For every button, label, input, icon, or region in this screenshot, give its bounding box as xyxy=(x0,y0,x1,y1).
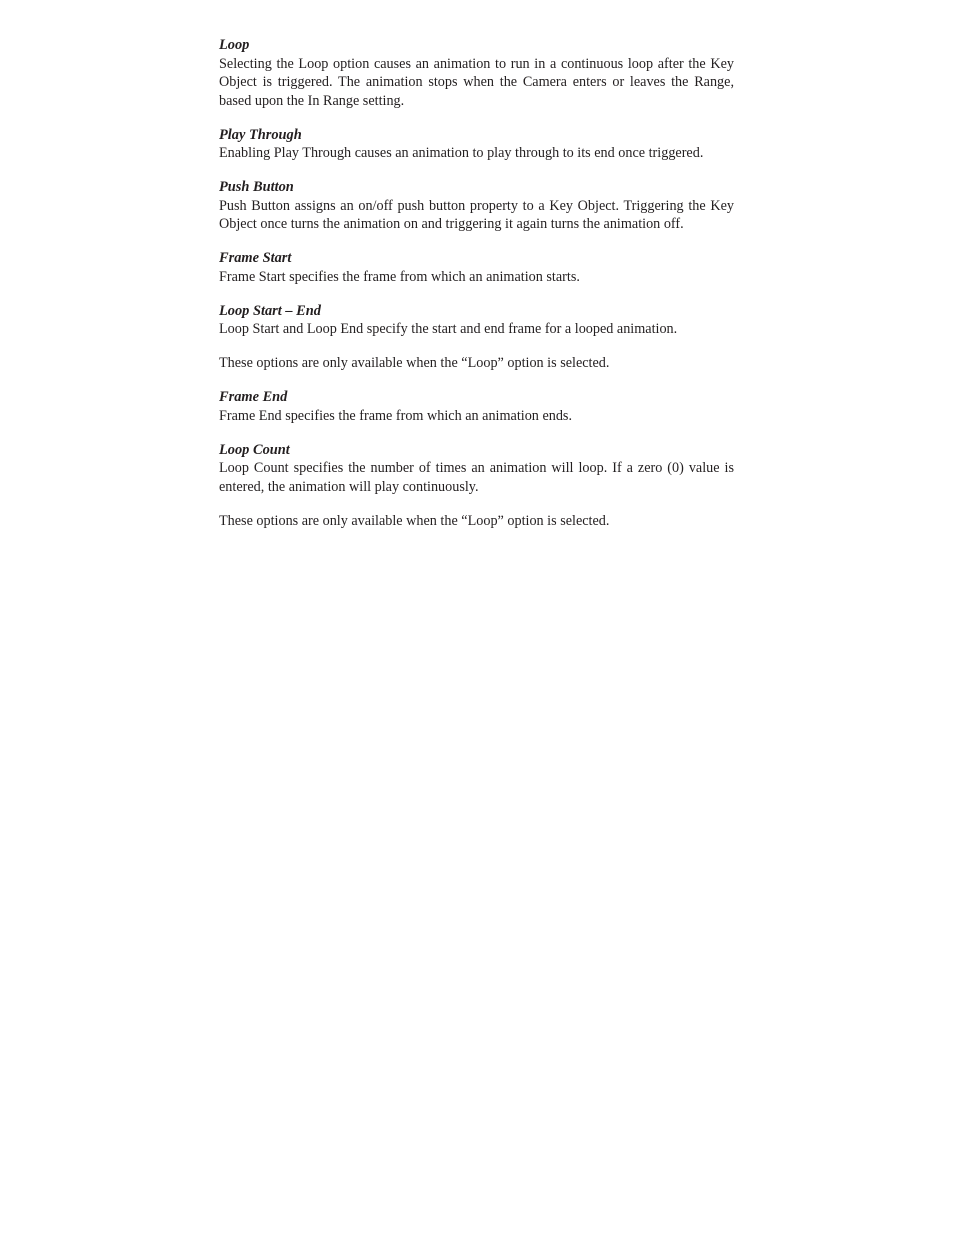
section-body: Frame End specifies the frame from which an animation ends. xyxy=(219,407,572,424)
section-play-through xyxy=(219,126,734,163)
section-loop xyxy=(219,36,734,110)
section-heading: Push Button xyxy=(219,179,294,195)
section-push-button xyxy=(219,178,734,234)
loop-availability-note: These options are only available when the “Loop” option is selected. xyxy=(219,355,610,371)
section-body: Enabling Play Through causes an animation to play through to its end once triggered. xyxy=(219,145,704,161)
section-body: Loop Count specifies the number of times an animation will loop. If a zero (0) value is entered, the animation will play continuously. xyxy=(219,460,734,495)
document-column xyxy=(219,36,734,546)
section-body: Loop Start and Loop End specify the start and end frame for a looped animation. xyxy=(219,321,678,337)
section-heading: Loop xyxy=(219,37,250,53)
section-heading: Loop Start – End xyxy=(219,302,321,319)
section-heading: Frame End xyxy=(219,389,288,405)
loop-availability-note: These options are only available when the “Loop” option is selected. xyxy=(219,512,610,529)
section-frame-start xyxy=(219,249,734,286)
section-heading: Frame Start xyxy=(219,250,292,266)
section-frame-end xyxy=(219,388,734,425)
section-body: Push Button assigns an on/off push button property to a Key Object. Triggering the Key Object once turns the animation on and triggering it again turns the animation off. xyxy=(219,197,734,232)
section-heading: Loop Count xyxy=(219,441,290,458)
section-heading: Play Through xyxy=(219,126,302,143)
section-body: Selecting the Loop option causes an animation to run in a continuous loop after the Key Object is triggered. The animation stops when the Camera enters or leaves the Range, based upon the In Range setting. xyxy=(219,55,734,109)
section-body: Frame Start specifies the frame from which an animation starts. xyxy=(219,268,580,285)
section-loop-start-end xyxy=(219,302,734,339)
section-loop-count xyxy=(219,441,734,497)
